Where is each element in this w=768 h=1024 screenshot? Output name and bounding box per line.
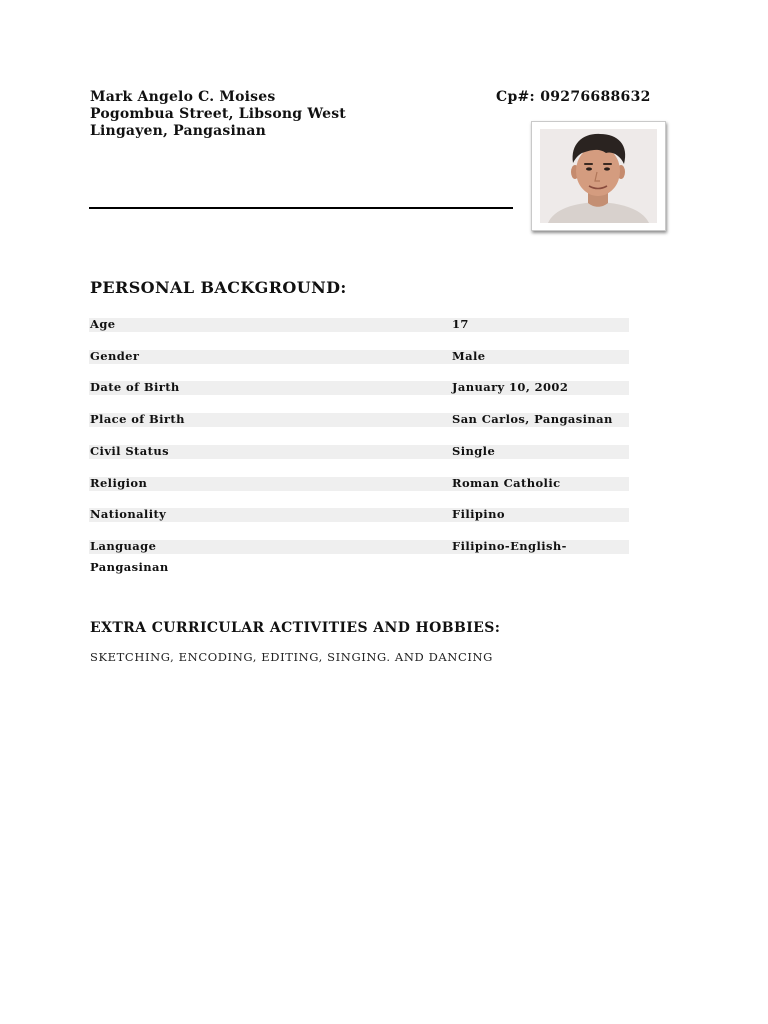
profile-photo-icon [540, 129, 657, 223]
row-label: Nationality [90, 507, 167, 521]
row-label: Gender [90, 349, 140, 363]
header-divider [89, 207, 513, 209]
row-value: Filipino [452, 507, 505, 521]
address-line-1: Pogombua Street, Libsong West [90, 106, 346, 122]
personal-background-title: PERSONAL BACKGROUND: [90, 278, 347, 297]
applicant-name: Mark Angelo C. Moises [90, 89, 276, 105]
row-value: 17 [452, 317, 469, 331]
row-label: Language [90, 539, 157, 553]
contact-number: Cp#: 09276688632 [496, 89, 651, 105]
row-value: Filipino-English- [452, 539, 567, 553]
row-label: Religion [90, 476, 148, 490]
extra-curricular-title: EXTRA CURRICULAR ACTIVITIES AND HOBBIES: [90, 620, 501, 636]
row-value-continued: Pangasinan [90, 560, 169, 574]
row-label: Place of Birth [90, 412, 185, 426]
row-label: Date of Birth [90, 380, 180, 394]
row-value: January 10, 2002 [452, 380, 569, 394]
row-label: Civil Status [90, 444, 169, 458]
row-value: San Carlos, Pangasinan [452, 412, 613, 426]
row-value: Male [452, 349, 486, 363]
table-row [89, 508, 629, 522]
row-label: Age [90, 317, 116, 331]
table-row [89, 350, 629, 364]
table-row [89, 318, 629, 332]
profile-photo-frame [531, 121, 666, 231]
table-row [89, 445, 629, 459]
row-value: Roman Catholic [452, 476, 561, 490]
address-line-2: Lingayen, Pangasinan [90, 123, 267, 139]
row-value: Single [452, 444, 496, 458]
hobbies-text: SKETCHING, ENCODING, EDITING, SINGING. AND DANCING [90, 650, 493, 664]
